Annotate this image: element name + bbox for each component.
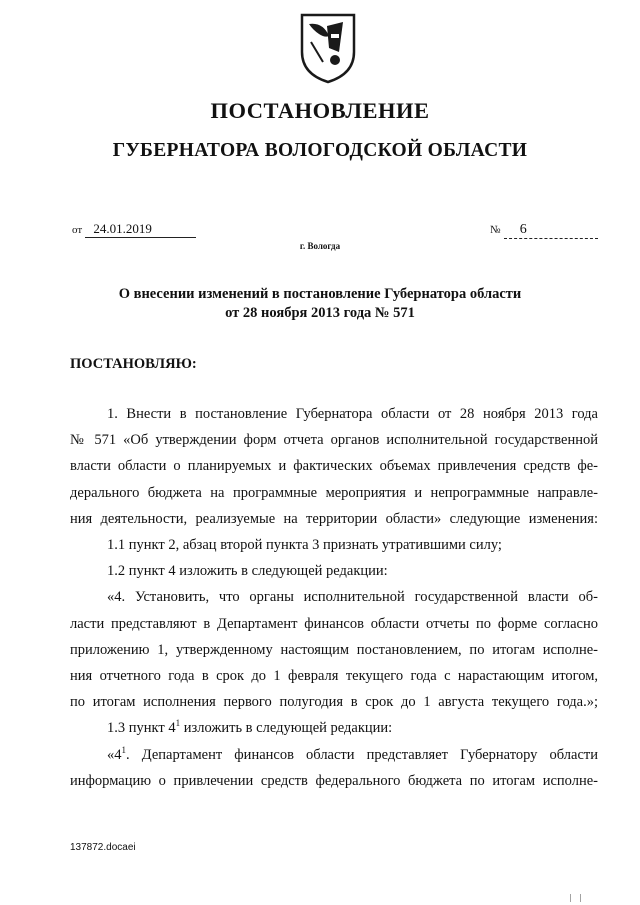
body-line [70, 715, 598, 741]
body-line: ласти представляют в Департамент финансов области отчеты по форме согласно [70, 615, 598, 632]
superscript: 1 [175, 718, 181, 729]
document-body [70, 401, 598, 794]
body-line: дерального бюджета на программные мероприятия и непрограммные направле- [70, 484, 598, 501]
date-block [72, 221, 196, 238]
subject-line: от 28 ноября 2013 года № 571 [225, 305, 415, 321]
corner-marks: | | [570, 893, 585, 902]
body-text: изложить в следующей редакции: [180, 720, 393, 737]
number-label: № [490, 224, 501, 236]
body-line: приложению 1, утвержденному настоящим постановлением, по итогам исполне- [70, 641, 598, 658]
body-line: 1. Внести в постановление Губернатора области от 28 ноября 2013 года [107, 406, 598, 422]
body-line [70, 742, 598, 768]
date-value: 24.01.2019 [85, 221, 196, 238]
body-line: по итогам исполнения первого полугодия в срок до 1 августа текущего года.»; [70, 694, 598, 711]
body-text: . Департамент финансов области представляет Губернатору области [126, 746, 598, 763]
body-line: информацию о привлечении средств федерального бюджета по итогам исполне- [70, 772, 598, 789]
body-line: «4. Установить, что органы исполнительной государственной власти об- [107, 589, 598, 606]
body-text: 1.3 пункт 4 [107, 720, 176, 737]
body-line: № 571 «Об утверждении форм отчета органов исполнительной государственной [70, 432, 598, 449]
number-block [490, 221, 598, 239]
subject-line: О внесении изменений в постановление Губернатора области [118, 286, 522, 302]
document-id: 137872.docaei [70, 842, 136, 853]
document-title: ПОСТАНОВЛЕНИЕ [210, 98, 430, 123]
coat-of-arms-icon [299, 12, 357, 84]
body-text: «4 [107, 746, 122, 763]
body-line: власти области о планируемых и фактических объемах привлечения средств фе- [70, 458, 598, 475]
resolve-heading: ПОСТАНОВЛЯЮ: [70, 356, 197, 372]
city-label: г. Вологда [299, 241, 341, 251]
document-subject [0, 285, 640, 323]
date-label: от [72, 224, 83, 236]
superscript: 1 [121, 744, 126, 755]
body-line: 1.1 пункт 2, абзац второй пункта 3 признать утратившими силу; [107, 537, 502, 554]
body-line: 1.2 пункт 4 изложить в следующей редакции: [107, 563, 388, 580]
number-value: 6 [504, 222, 598, 239]
body-line: ния отчетного года в срок до 1 февраля текущего года с нарастающим итогом, [70, 668, 598, 685]
document-subtitle: ГУБЕРНАТОРА ВОЛОГОДСКОЙ ОБЛАСТИ [112, 140, 528, 161]
body-line: ния деятельности, реализуемые на территории области» следующие изменения: [70, 510, 598, 527]
